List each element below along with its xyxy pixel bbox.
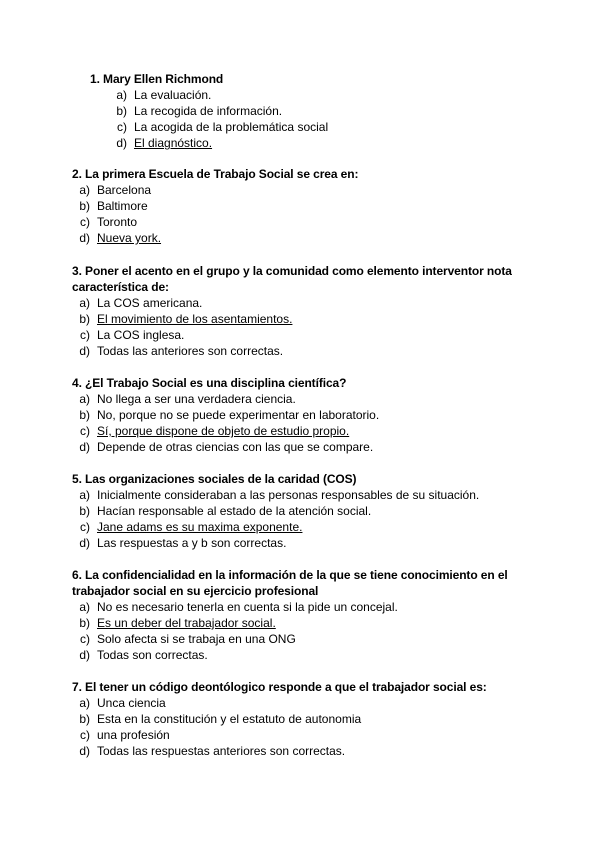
question-title: 2. La primera Escuela de Trabajo Social se crea en:: [72, 167, 359, 181]
option-letter: c): [80, 728, 90, 742]
option-c: [72, 214, 532, 230]
option-list: [72, 487, 532, 551]
option-text: Depende de otras ciencias con las que se compare.: [97, 440, 374, 454]
option-c: [72, 327, 532, 343]
question-title: 4. ¿El Trabajo Social es una disciplina científica?: [72, 376, 347, 390]
option-c-correct: [72, 519, 532, 535]
option-text: La COS americana.: [97, 296, 203, 310]
option-list: [72, 391, 532, 455]
question-5: [72, 471, 532, 551]
option-d: [72, 535, 532, 551]
option-list: [72, 182, 532, 246]
option-text: una profesión: [97, 728, 170, 742]
option-list: [72, 87, 532, 151]
option-letter: d): [116, 136, 127, 150]
option-d-correct: [72, 230, 532, 246]
question-4: [72, 375, 532, 455]
option-text: Todas las anteriores son correctas.: [97, 344, 284, 358]
option-letter: b): [79, 312, 90, 326]
question-7: [72, 679, 532, 759]
question-1: [72, 71, 532, 151]
option-text: Unca ciencia: [97, 696, 166, 710]
option-text: Jane adams es su maxima exponente.: [97, 520, 303, 534]
option-b: [72, 503, 532, 519]
question-title: 6. La confidencialidad en la información de la que se tiene conocimiento en el trabajador social en su ejercicio profesional: [72, 568, 508, 598]
option-text: Hacían responsable al estado de la atención social.: [97, 504, 372, 518]
option-d: [72, 439, 532, 455]
option-text: Las respuestas a y b son correctas.: [97, 536, 287, 550]
option-letter: d): [79, 231, 90, 245]
option-letter: b): [79, 199, 90, 213]
option-letter: a): [79, 183, 90, 197]
option-text: La acogida de la problemática social: [134, 120, 329, 134]
option-text: No llega a ser una verdadera ciencia.: [97, 392, 296, 406]
option-a: [72, 87, 532, 103]
option-letter: c): [80, 328, 90, 342]
option-a: [72, 487, 532, 503]
option-list: [72, 599, 532, 663]
question-title: 5. Las organizaciones sociales de la caridad (COS): [72, 472, 357, 486]
option-text: La recogida de información.: [134, 104, 283, 118]
option-letter: a): [79, 696, 90, 710]
option-letter: d): [79, 536, 90, 550]
question-title: 3. Poner el acento en el grupo y la comunidad como elemento interventor nota característica de:: [72, 264, 512, 294]
option-d-correct: [72, 135, 532, 151]
option-d: [72, 343, 532, 359]
question-title: 7. El tener un código deontólogico responde a que el trabajador social es:: [72, 680, 487, 694]
option-letter: a): [79, 392, 90, 406]
option-b: [72, 198, 532, 214]
question-title: 1. Mary Ellen Richmond: [90, 72, 224, 86]
option-d: [72, 743, 532, 759]
option-text: La evaluación.: [134, 88, 212, 102]
option-list: [72, 295, 532, 359]
question-3: [72, 263, 532, 359]
option-letter: a): [79, 296, 90, 310]
option-text: Inicialmente consideraban a las personas responsables de su situación.: [97, 488, 480, 502]
option-a: [72, 599, 532, 615]
question-6: [72, 567, 532, 663]
option-letter: c): [117, 120, 127, 134]
option-letter: b): [79, 712, 90, 726]
option-c: [72, 727, 532, 743]
option-b-correct: [72, 311, 532, 327]
option-letter: a): [79, 600, 90, 614]
option-text: La COS inglesa.: [97, 328, 185, 342]
option-a: [72, 182, 532, 198]
option-letter: d): [79, 344, 90, 358]
option-letter: b): [79, 504, 90, 518]
option-letter: b): [116, 104, 127, 118]
option-letter: d): [79, 648, 90, 662]
option-text: El movimiento de los asentamientos.: [97, 312, 293, 326]
option-text: Solo afecta si se trabaja en una ONG: [97, 632, 296, 646]
option-c: [72, 631, 532, 647]
option-text: Nueva york.: [97, 231, 162, 245]
option-a: [72, 391, 532, 407]
option-letter: a): [116, 88, 127, 102]
option-text: Baltimore: [97, 199, 148, 213]
option-letter: a): [79, 488, 90, 502]
option-letter: c): [80, 632, 90, 646]
option-text: Es un deber del trabajador social.: [97, 616, 276, 630]
option-text: No es necesario tenerla en cuenta si la pide un concejal.: [97, 600, 398, 614]
option-b: [72, 711, 532, 727]
option-letter: b): [79, 408, 90, 422]
option-text: El diagnóstico.: [134, 136, 213, 150]
option-d: [72, 647, 532, 663]
option-text: Todas son correctas.: [97, 648, 208, 662]
option-text: Toronto: [97, 215, 138, 229]
question-2: [72, 166, 532, 246]
option-letter: d): [79, 440, 90, 454]
option-letter: c): [80, 520, 90, 534]
option-text: Sí, porque dispone de objeto de estudio propio.: [97, 424, 350, 438]
option-text: Todas las respuestas anteriores son correctas.: [97, 744, 346, 758]
option-b: [72, 407, 532, 423]
option-a: [72, 295, 532, 311]
option-a: [72, 695, 532, 711]
option-b-correct: [72, 615, 532, 631]
option-b: [72, 103, 532, 119]
option-text: No, porque no se puede experimentar en laboratorio.: [97, 408, 380, 422]
option-letter: d): [79, 744, 90, 758]
option-text: Barcelona: [97, 183, 152, 197]
option-letter: c): [80, 215, 90, 229]
option-c-correct: [72, 423, 532, 439]
option-letter: c): [80, 424, 90, 438]
option-c: [72, 119, 532, 135]
option-letter: b): [79, 616, 90, 630]
option-list: [72, 695, 532, 759]
option-text: Esta en la constitución y el estatuto de autonomia: [97, 712, 362, 726]
